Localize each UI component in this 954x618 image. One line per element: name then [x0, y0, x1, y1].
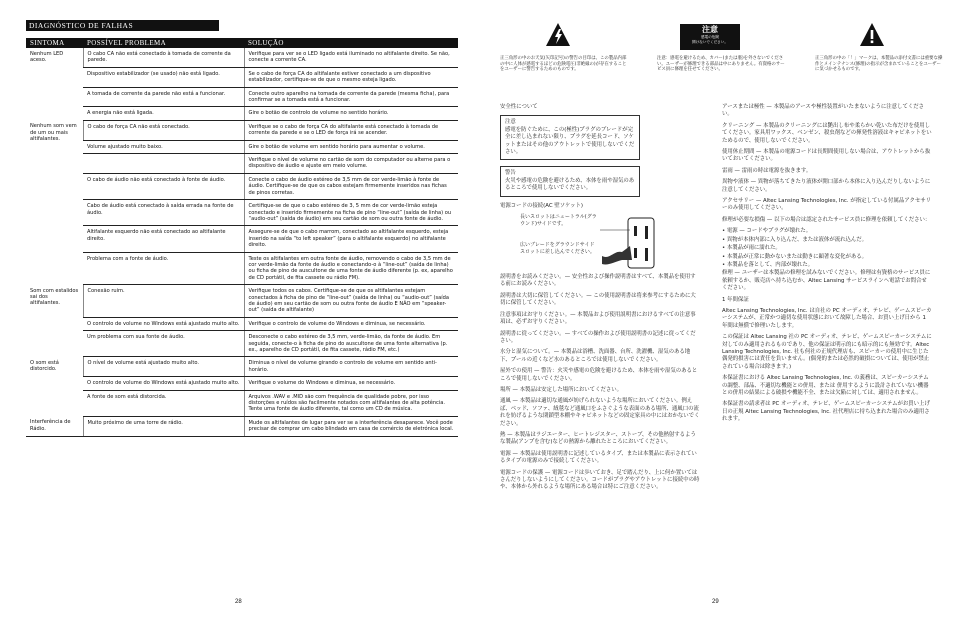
table-body	[26, 48, 458, 436]
solution-cell: Arquivos .WAV e .MID são com frequência de qualidade pobre, por isso distorções e ruídos são facilmente notados com altifalantes de alta potência. Tente uma fonte de áudio diferente, tal como um CD de música.	[244, 390, 458, 416]
problem-cell	[83, 154, 244, 174]
problem-cell: O cabo CA não está conectado à tomada de corrente da parede.	[83, 48, 244, 67]
solution-cell: Gire o botão de volume em sentido horário para aumentar o volume.	[244, 140, 458, 153]
problem-cell: Dispositivo estabilizador (se usado) não está ligado.	[83, 67, 244, 87]
table-row	[26, 154, 458, 174]
paragraph: 注意事項はお守りください。— 本製品および使用説明書におけるすべての注意事項は、必ずお守りください。	[500, 311, 696, 326]
table-row	[26, 317, 458, 330]
table-row	[26, 285, 458, 318]
page-number: 28	[235, 599, 242, 605]
troubleshooting-table	[26, 38, 458, 437]
plug-outlet-icon	[600, 216, 660, 272]
paragraph: アースまたは極性 — 本製品のアースや極性装置がいたまないように注意してください。	[722, 104, 925, 118]
caution-box-text: 感電を防ぐために、この(極性)プラグのブレードが完全に差し込まれない限り、プラグを延長コード、ソケットまたはその他のアウトレットで使用しないでください。	[505, 126, 635, 156]
column-1	[500, 104, 700, 496]
warning-box-text: 火災や感電の危険を避けるため、本体を雨や湿気のあるところで使用しないでください。	[505, 177, 635, 192]
header-problem: POSSÍVEL PROBLEMA	[83, 38, 244, 48]
paragraph: Altec Lansing Technologies, Inc. は自社の PC オーディオ、テレビ、ゲームスピーカーシステムが、正常かつ適切な使用状態において故障した場合、お買い上げ日から 1 年間は無償で修理いたします。	[722, 307, 932, 329]
solution-cell: Assegure-se de que o cabo marrom, conectado ao altifalante esquerdo, esteja inserido na saída “to left speaker” (para o altifalante esquerdo) no altifalante direito.	[244, 226, 458, 252]
paragraph: 電源コードの保護 — 電源コードは歩いておき、足で踏んだり、上に何か置いてはさんだりしないようにしてください。コードがプラグやアウトレットに接続中の時や、本体から外れるような場所にある場合は特にご注意ください。	[500, 469, 700, 491]
table-row	[26, 357, 458, 377]
table-row	[26, 173, 458, 199]
column-1-paragraphs	[500, 274, 700, 492]
table-row	[26, 107, 458, 120]
table-row	[26, 331, 458, 357]
paragraph: 本保証書の請求者は PC オーディオ、テレビ、ゲームスピーカーシステムがお買い上げ日の正規 Altec Lansing Technologies, Inc. 社代理店に持ち込まれた場合のみ適用されます。	[722, 401, 930, 423]
safety-heading: 安全性について	[500, 104, 538, 110]
table-row	[26, 416, 458, 436]
warning-text-3: 正三角形の中の「！」マークは、本製品の添付文書には重要な操作とメインテナンス(修理)の指示が含まれていることをユーザーに気づかせるものです。	[815, 56, 943, 73]
warning-box	[500, 166, 640, 196]
caution-label	[680, 24, 740, 50]
solution-cell: Conecte o cabo de áudio estéreo de 3,5 mm de cor verde-limão à fonte de áudio. Certifique-se de que os cabos estejam firmemente inseridos nas fichas de pinos corretas.	[244, 173, 458, 199]
table-row	[26, 87, 458, 107]
warning-text-1: 正三角形の中のお天気(矢印記号)の警告の目印は、この製品内部の中に人体が感電するほどの危険電圧(非絶縁の)が存在することをユーザーに警告するためのものです。	[500, 56, 627, 73]
problem-cell: Cabo de áudio está conectado à saída errada na fonte de áudio.	[83, 200, 244, 226]
problem-cell: Volume ajustado muito baixo.	[83, 140, 244, 153]
problem-cell: Problema com a fonte de áudio.	[83, 252, 244, 285]
paragraph: • 異物が本体内部に入り込んだ、または液体が流れ込んだ。	[722, 236, 868, 243]
symptom-cell: O som está distorcido.	[30, 359, 59, 373]
problem-cell: Muito próximo de uma torre de rádio.	[83, 416, 244, 436]
problem-cell: Altifalante esquerdo não está conectado ao altifalante direito.	[83, 226, 244, 252]
table-row	[26, 390, 458, 416]
plug-label-2: 広いブレードをグラウンドサイドスロットに差し込んでください。	[520, 242, 595, 255]
problem-cell: A tomada de corrente da parede não está a funcionar.	[83, 87, 244, 107]
paragraph: 本保証書における Altec Lansing Technologies, Inc. の義務は、スピーカーシステムの調整、部品、不適切な機能との併用、または 併用するように設計されていない機器との併用の結果による破損や機能不全、または欠陥に対しては、適用されません。	[722, 375, 929, 396]
solution-cell: Verifique se o cabo de força CA do altifalante está conectado à tomada de corrente da parede e se o LED de força irá se acender.	[244, 120, 458, 140]
table-row	[26, 67, 458, 87]
table-row	[26, 140, 458, 153]
problem-cell: Um problema com sua fonte de áudio.	[83, 331, 244, 357]
section-title: DIAGNÓSTICO DE FALHAS	[26, 20, 219, 31]
paragraph: 異物や液体 — 異物が落ちてきたり液体が開口部から本体に入り込んだりしないように注意してください。	[722, 179, 931, 193]
symptom-cell: Nenhum som vem de um ou mais altifalantes.	[30, 123, 77, 143]
paragraph: • 本製品が雨に濡れた。	[722, 245, 781, 252]
header-solution: SOLUÇÃO	[244, 38, 458, 48]
solution-cell: Certifique-se de que o cabo estéreo de 3, 5 mm de cor verde-limão esteja conectado e inserido firmemente na ficha de pino “line-out” (saída de linha) ou “audio-out” (saída de áudio) em seu cartão de som ou outra fonte de áudio.	[244, 200, 458, 226]
paragraph: 熱 — 本製品はラジエーター、ヒートレジスター、ストーブ、その他熱射するような製品(アンプを含む)などの熱源から離れたところにおいてください。	[500, 431, 696, 446]
paragraph: • 本製品を落として、内部が壊れた。	[722, 261, 814, 268]
caution-title: 注意	[702, 25, 718, 34]
table-row	[26, 200, 458, 226]
table-row	[26, 377, 458, 390]
paragraph: 1 年間保証	[722, 296, 749, 303]
paragraph: クリーニング — 本製品のクリーニングには艶出し布や柔らかい乾いた布だけを使用してください。家具用ワックス、ベンゼン、殺虫剤などの揮発性溶液はキャビネットをいためるので、使用しないでください。	[722, 122, 932, 144]
header-symptom: SINTOMA	[26, 38, 83, 48]
solution-cell: Verifique todos os cabos. Certifique-se de que os altifalantes estejam conectados à ficha de pino de “line-out” (saída de linha) ou “audio-out” (saída de áudio) em seu cartão de som ou outra fonte de áudio E NÃO em “speaker-out” (saída de altifalante)	[244, 285, 458, 318]
problem-cell: Conexão ruim.	[83, 285, 244, 318]
table-row	[26, 252, 458, 285]
plug-label-1: 長いスロットはニュートラル(グラウンド)サイドです。	[520, 214, 597, 227]
table-row	[26, 120, 458, 140]
caution-subtitle: 感電の危険 開けないでください。	[692, 35, 728, 44]
solution-cell: Verifique para ver se o LED ligado está iluminado no altifalante direito. Se não, conecte a corrente CA.	[244, 48, 458, 67]
plug-figure	[500, 214, 700, 274]
paragraph: 電源 — 本製品は使用説明書に記述しているタイプ、または本製品に表示されているタイプの電源のみで接続してください。	[500, 450, 697, 465]
column-2	[722, 104, 932, 428]
paragraph: 説明書に従ってください。— すべての操作および使用説明書の記述に従ってください。	[500, 330, 696, 344]
symptom-cell: Som com estalidos sai dos altifalantes.	[30, 287, 79, 307]
paragraph: アクセサリー — Altec Lansing Technologies, Inc. が指定している付属品アクセサリーのみ使用してください。	[722, 198, 932, 212]
warning-box-title: 警告	[505, 170, 516, 177]
paragraph: • 電源 — コードやプラグが壊れた。	[722, 228, 812, 235]
paragraph: • 本製品が正常に動かないまたは動きに顕著な変化がある。	[722, 253, 868, 260]
solution-cell: Diminua o nível de volume girando o controlo de volume em sentido anti-horário.	[244, 357, 458, 377]
caution-box-title: 注意	[505, 119, 516, 126]
problem-cell: A fonte de som está distorcida.	[83, 390, 244, 416]
paragraph: 修理 — ユーザーは本製品の修理を試みないでください。修理は有資格のサービス員に依頼するか、販売店へ持ち込むか、Altec Lansing サービスラインへ電話でお問合せください。	[722, 270, 931, 292]
symptom-cell: Interferência de Rádio.	[26, 416, 83, 436]
solution-cell: Verifique o volume do Windows e diminua, se necessário.	[244, 377, 458, 390]
right-page	[477, 0, 954, 618]
paragraph: 場所 — 本製品は安定した場所においてください。	[500, 386, 623, 393]
caution-box	[500, 115, 640, 160]
problem-cell: O cabo de força CA não está conectado.	[83, 120, 244, 140]
symptom-cell: Nenhum LED aceso.	[30, 51, 64, 64]
solution-cell: Gire o botão de controlo de volume no sentido horário.	[244, 107, 458, 120]
paragraph: 通風 — 本製品は適切な通風が妨げられないような場所においてください。例えば、ベッド、ソファ、絨毯など通風口をふさぐような表面のある場所、通風口の流れを妨げるような閉鎖型本棚やキャビネットなどの固定家具の中にはおかないでください。	[500, 398, 700, 427]
paragraph: 説明書をお読みください。— 安全性および操作説明書はすべて、本製品を使用する前にお読みください。	[500, 274, 696, 288]
warning-text-2: 注意：感電を避けるため、カバー(または裏)を外さないでください。ユーザーが修理できる部品は中にありません。有資格のサービス員に修理を任せてください。	[657, 56, 785, 73]
paragraph: この保証は Altec Lansing 社の PC オーディオ、テレビ、ゲームスピーカーシステムに対してのみ適用されるものであり、他の保証は明示的にも暗示的にも無効です。Altec Lansing Technologies, Inc. 社も何社の正規代理店も、スピーカーの使用中に生じた偶発的損害には責任を負いません。(偶発的または必然的破損については、使用が禁止されている場合は除きます。)	[722, 334, 932, 370]
solution-cell: Verifique o nível de volume no cartão de som do computador ou alterne para o dispositivo de áudio e ajuste em meio volume.	[244, 154, 458, 174]
solution-cell: Teste os altifalantes em outra fonte de áudio, removendo o cabo de 3,5 mm de cor verde-limão da fonte de áudio e conectando-o à “line-out” (saída de linha) ou ficha de pino de auscultone de uma fonte de áudio diferente (p. ex, aparelho de CD portátil, de fita cassete ou rádio FM).	[244, 252, 458, 285]
problem-cell: O cabo de áudio não está conectado à fonte de áudio.	[83, 173, 244, 199]
table-header-row	[26, 38, 458, 48]
paragraph: 使用休止期間 — 本製品の電源コードは長期間使用しない場合は、アウトレットから抜いておいてください。	[722, 149, 931, 163]
table-row	[26, 48, 458, 67]
table-row	[26, 226, 458, 252]
page-number: 29	[712, 599, 719, 605]
paragraph: 屋外での使用 — 警告：火災や感電の危険を避けるため、本体を雨や湿気のあるところで使用しないでください。	[500, 368, 698, 382]
paragraph: 水分と湿気について。— 本製品は浴槽、洗面器、台所、洗濯機、湿気のある地下、プールの近くなど水のあるところでは使用しないでください。	[500, 349, 691, 363]
paragraph: 修理が必要な損傷 — 以下の場合は認定されたサービス員に修理を依頼してください：	[722, 216, 931, 223]
paragraph: 雷雨 — 雷雨の時は電源を抜きます。	[722, 167, 812, 174]
problem-cell: A energia não está ligada.	[83, 107, 244, 120]
solution-cell: Conecte outro aparelho na tomada de corrente da parede (mesma ficha), para confirmar se a tomada está a funcionar.	[244, 87, 458, 107]
lightning-warning-icon	[545, 22, 571, 48]
solution-cell: Verifique o controlo de volume do Windows e diminua, se necessário.	[244, 317, 458, 330]
problem-cell: O controlo de volume do Windows está ajustado muito alto.	[83, 377, 244, 390]
solution-cell: Mude os altifalantes de lugar para ver se a interferência desaparece. Você pode precisar de comprar um cabo blindado em casa de comércio de eletrónica local.	[244, 416, 458, 436]
plug-heading: 電源コードの接続(AC 壁ソケット)	[500, 202, 584, 209]
solution-cell: Se o cabo de força CA do altifalante estiver conectado a um dispositivo estabilizador, certifique-se de que o mesmo esteja ligado.	[244, 67, 458, 87]
solution-cell: Desconecte o cabo estéreo de 3,5 mm, verde-limão, da fonte de áudio. Em seguida, conecte-o à ficha de pino do auscultone de uma fonte alternativa (p. ex., aparelho de CD portátil, de fita cassete, rádio FM, etc.)	[244, 331, 458, 357]
exclamation-warning-icon	[859, 22, 885, 48]
problem-cell: O nível de volume está ajustado muito alto.	[83, 357, 244, 377]
paragraph: 説明書は大切に保管してください。— この使用説明書は将来参考にするために大切に保管してください。	[500, 292, 696, 307]
problem-cell: O controlo de volume no Windows está ajustado muito alto.	[83, 317, 244, 330]
